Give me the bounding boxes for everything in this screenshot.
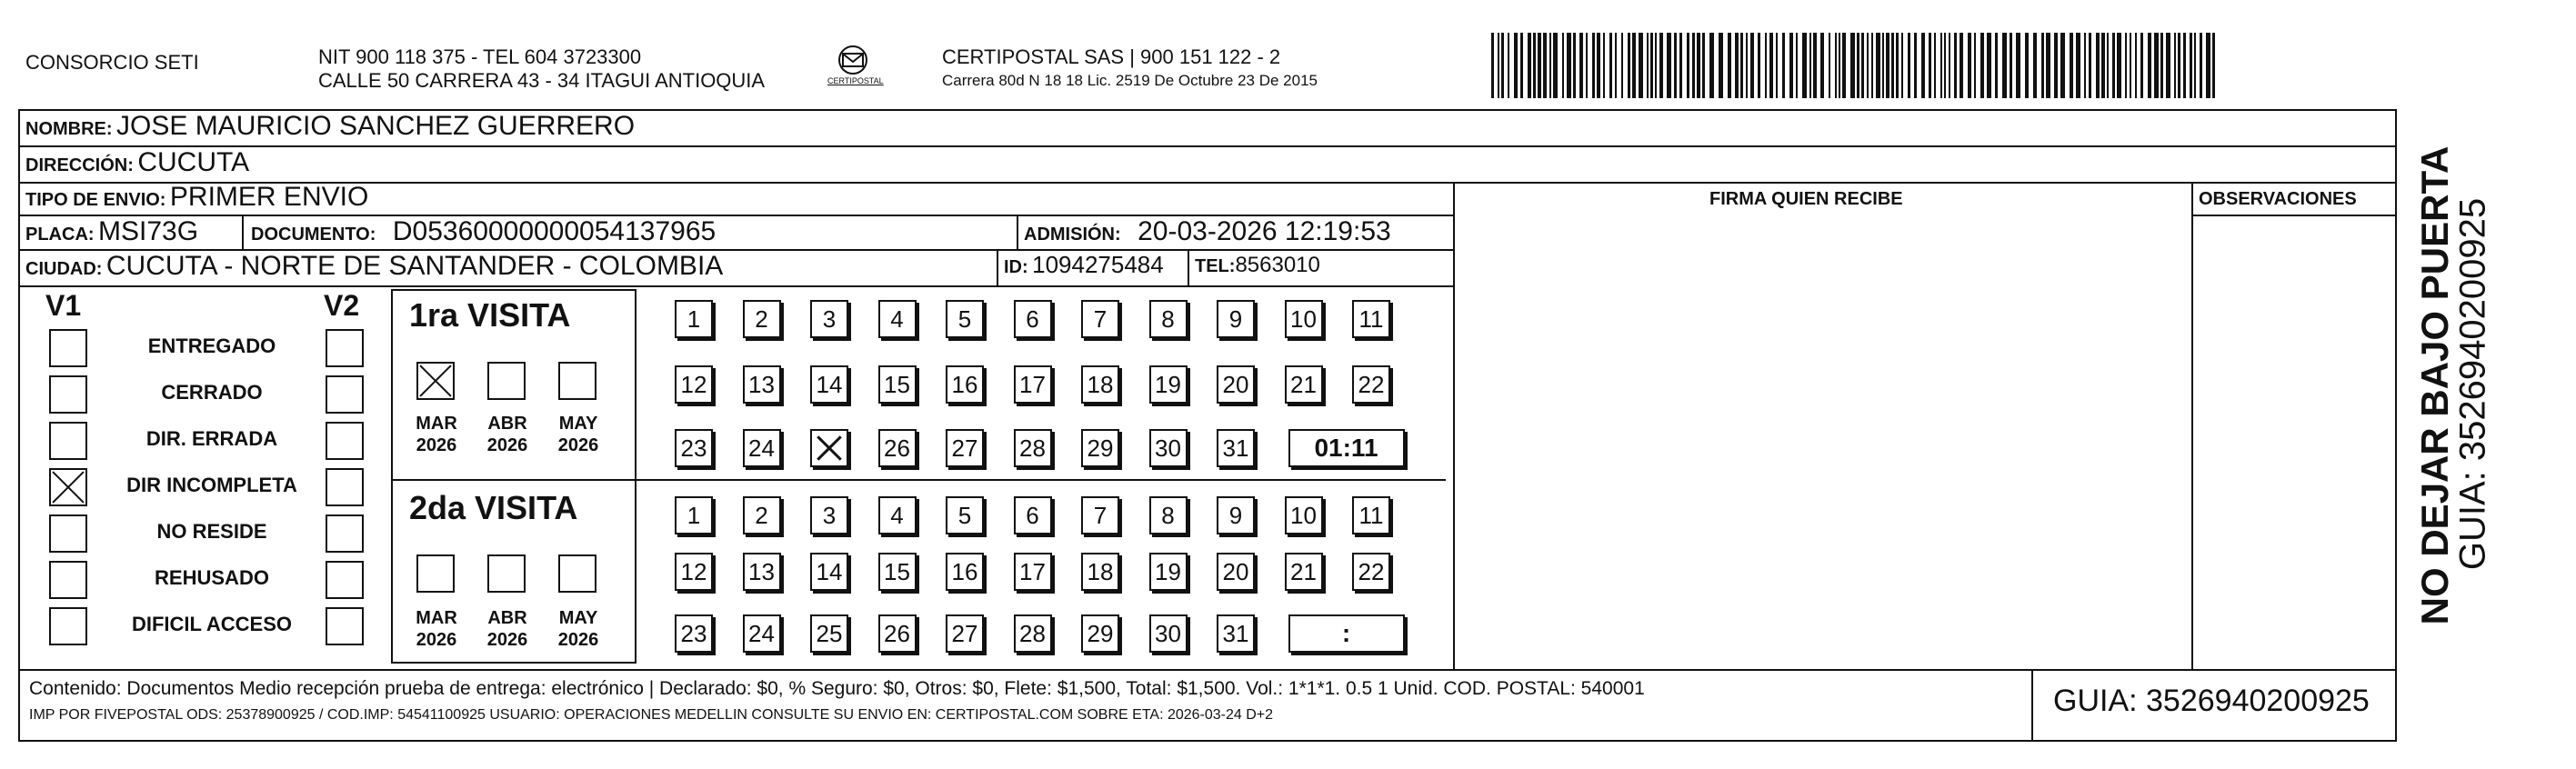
barcode-bar	[2154, 33, 2159, 98]
month-name: MAY	[558, 414, 598, 434]
barcode-bar	[1647, 33, 1649, 98]
month-checkbox[interactable]	[416, 554, 455, 593]
day-box[interactable]: 13	[743, 553, 781, 591]
barcode-bar	[1813, 33, 1817, 98]
main-frame	[18, 109, 2397, 742]
month-checkbox[interactable]	[558, 362, 596, 400]
month-year: 2026	[416, 435, 457, 455]
day-box[interactable]: 18	[1081, 553, 1119, 591]
barcode-bar	[2178, 33, 2180, 98]
v2-checkbox[interactable]	[326, 561, 364, 599]
barcode-bar	[2194, 33, 2196, 98]
barcode-bar	[1603, 33, 1605, 98]
day-box[interactable]: 27	[946, 429, 984, 467]
barcode-bar	[2096, 33, 2100, 98]
barcode-bar	[1914, 33, 1917, 98]
barcode-bar	[2010, 33, 2012, 98]
barcode-bar	[1501, 33, 1504, 98]
month-checkbox[interactable]	[416, 362, 455, 400]
footer-imp: IMP POR FIVEPOSTAL ODS: 25378900925 / COD.IMP: 54541100925 USUARIO: OPERACIONES MEDELLIN CONSULTE SU ENVIO EN: CERTIPOSTAL.COM SOBRE ETA: 2026-03-24 D+2	[29, 707, 1274, 723]
barcode-bar	[1746, 33, 1748, 98]
day-box[interactable]: 20	[1217, 365, 1255, 404]
barcode-bar	[1886, 33, 1889, 98]
v1-checkbox[interactable]	[49, 329, 87, 367]
id-label: ID:	[1004, 257, 1028, 277]
day-box[interactable]: 2	[743, 496, 781, 534]
v2-checkbox[interactable]	[326, 375, 364, 414]
day-box[interactable]: 11	[1352, 300, 1390, 338]
month-year: 2026	[557, 630, 599, 650]
day-box[interactable]: 12	[675, 553, 713, 591]
visit-time-box[interactable]: :	[1288, 614, 1405, 653]
id-field	[1004, 251, 1164, 279]
day-box[interactable]: 21	[1285, 365, 1323, 404]
placa-label: PLACA:	[25, 225, 95, 245]
certipostal-line: CERTIPOSTAL SAS | 900 151 122 - 2	[942, 45, 1281, 68]
day-box[interactable]: 17	[1014, 553, 1052, 591]
day-box[interactable]: 25	[810, 614, 848, 653]
month-year: 2026	[486, 630, 528, 650]
barcode-bar	[1820, 33, 1824, 98]
day-box[interactable]: 7	[1081, 300, 1119, 338]
barcode-bar	[1528, 33, 1531, 98]
month-name: MAR	[416, 608, 457, 628]
barcode-bar	[1520, 33, 1523, 98]
day-box[interactable]: 19	[1149, 553, 1188, 591]
day-box[interactable]: 24	[743, 429, 781, 467]
barcode-bar	[1650, 33, 1653, 98]
barcode-bar	[2174, 33, 2176, 98]
barcode-bar	[2076, 33, 2080, 98]
month-year: 2026	[557, 435, 599, 455]
barcode-bar	[1639, 33, 1643, 98]
barcode-bar	[2130, 33, 2131, 98]
barcode-bar	[1929, 33, 1931, 98]
tel-value: 8563010	[1235, 253, 1320, 277]
v2-checkbox[interactable]	[326, 607, 364, 645]
barcode-bar	[1765, 33, 1767, 98]
barcode-bar	[1735, 33, 1739, 98]
barcode-bar	[1974, 33, 1976, 98]
day-box[interactable]: 3	[810, 496, 848, 534]
day-box[interactable]: 10	[1285, 300, 1323, 338]
barcode-bar	[1498, 33, 1499, 98]
day-box[interactable]: 15	[878, 553, 917, 591]
barcode-bar	[1940, 33, 1942, 98]
day-box[interactable]: 9	[1217, 300, 1255, 338]
day-box[interactable]: 9	[1217, 496, 1255, 534]
v2-label: V2	[324, 289, 360, 322]
barcode-bar	[1995, 33, 1998, 98]
admision-field	[1024, 216, 1391, 247]
barcode-bar	[1934, 33, 1936, 98]
first-visit-title: 1ra VISITA	[409, 296, 571, 334]
nit-line: NIT 900 118 375 - TEL 604 3723300	[318, 45, 642, 68]
barcode-bar	[1802, 33, 1807, 98]
tel-field	[1195, 253, 1320, 278]
placa-field	[25, 216, 198, 247]
day-box[interactable]: 28	[1014, 614, 1052, 653]
barcode-bar	[2070, 33, 2073, 98]
month-year: 2026	[416, 630, 457, 650]
day-box[interactable]: 22	[1352, 365, 1390, 404]
barcode-bar	[1719, 33, 1723, 98]
barcode-bar	[1687, 33, 1689, 98]
second-visit-title: 2da VISITA	[409, 489, 578, 526]
barcode-bar	[1769, 33, 1773, 98]
barcode-bar	[1796, 33, 1798, 98]
barcode-bar	[1850, 33, 1855, 98]
day-box[interactable]: 5	[946, 300, 984, 338]
day-box[interactable]: 23	[675, 614, 713, 653]
barcode-bar	[1861, 33, 1864, 98]
day-box[interactable]: 5	[946, 496, 984, 534]
barcode-bar	[1908, 33, 1910, 98]
direccion-label: DIRECCIÓN:	[25, 155, 134, 175]
status-label: DIR INCOMPLETA	[126, 474, 297, 496]
barcode-bar	[1586, 33, 1588, 98]
barcode-bar	[1750, 33, 1754, 98]
month-name: MAR	[416, 414, 457, 434]
barcode-bar	[1597, 33, 1600, 98]
barcode-bar	[1533, 33, 1536, 98]
barcode-bar	[1621, 33, 1623, 98]
barcode-bar	[2107, 33, 2109, 98]
barcode-bar	[1842, 33, 1846, 98]
barcode-bar	[2025, 33, 2029, 98]
barcode-bar	[1615, 33, 1617, 98]
barcode-bar	[1697, 33, 1700, 98]
barcode-bar	[1758, 33, 1760, 98]
v1-label: V1	[45, 289, 82, 322]
barcode-bar	[2084, 33, 2086, 98]
v2-checkbox[interactable]	[326, 468, 364, 506]
day-box[interactable]	[810, 429, 848, 467]
barcode-bar	[2112, 33, 2115, 98]
barcode-bar	[1553, 33, 1558, 98]
day-box[interactable]: 15	[878, 365, 917, 404]
barcode-bar	[1949, 33, 1950, 98]
barcode-bar	[1508, 33, 1509, 98]
barcode-bar	[1839, 33, 1840, 98]
day-box[interactable]: 31	[1217, 429, 1255, 467]
day-box[interactable]: 14	[810, 553, 848, 591]
month-name: ABR	[487, 608, 527, 628]
documento-label: DOCUMENTO:	[251, 225, 376, 245]
barcode-bar	[2041, 33, 2044, 98]
v2-checkbox[interactable]	[326, 422, 364, 460]
v1-checkbox[interactable]	[49, 422, 87, 460]
barcode-bar	[1896, 33, 1899, 98]
day-box[interactable]: 21	[1285, 553, 1323, 591]
barcode-bar	[1829, 33, 1830, 98]
day-box[interactable]: 30	[1149, 429, 1188, 467]
side-panel	[2391, 127, 2573, 654]
day-box[interactable]: 27	[946, 614, 984, 653]
month-checkbox[interactable]	[487, 554, 526, 593]
barcode-bar	[2089, 33, 2091, 98]
barcode-bar	[1674, 33, 1677, 98]
observaciones-header: OBSERVACIONES	[2199, 189, 2357, 209]
barcode-bar	[1679, 33, 1682, 98]
barcode-bar	[1491, 33, 1494, 98]
v2-checkbox[interactable]	[326, 329, 364, 367]
day-box[interactable]: 26	[878, 614, 917, 653]
barcode-bar	[2016, 33, 2020, 98]
status-label: CERRADO	[161, 381, 263, 404]
barcode-bar	[1592, 33, 1595, 98]
barcode-bar	[1789, 33, 1793, 98]
barcode-bar	[1538, 33, 1541, 98]
day-box[interactable]: 6	[1014, 496, 1052, 534]
ciudad-field	[25, 251, 723, 282]
day-box[interactable]: 1	[675, 496, 713, 534]
month-checkbox[interactable]	[558, 554, 596, 593]
barcode-bar	[1655, 33, 1657, 98]
barcode-bar	[1944, 33, 1946, 98]
month-label	[409, 607, 464, 651]
barcode-bar	[2054, 33, 2058, 98]
barcode-bar	[1579, 33, 1583, 98]
day-box[interactable]: 26	[878, 429, 917, 467]
barcode-bar	[1968, 33, 1971, 98]
day-box[interactable]: 1	[675, 300, 713, 338]
barcode-bar	[1809, 33, 1811, 98]
month-name: MAY	[558, 608, 598, 628]
day-box[interactable]: 7	[1081, 496, 1119, 534]
status-label: ENTREGADO	[147, 335, 276, 357]
month-label	[409, 413, 464, 456]
barcode-bar	[1549, 33, 1551, 98]
license-line: Carrera 80d N 18 18 Lic. 2519 De Octubre 23 De 2015	[942, 72, 1318, 89]
barcode-bar	[1728, 33, 1731, 98]
barcode-bar	[1835, 33, 1837, 98]
barcode-bar	[2212, 33, 2215, 98]
barcode-bar	[2135, 33, 2137, 98]
day-box[interactable]: 29	[1081, 429, 1119, 467]
day-box[interactable]: 16	[946, 365, 984, 404]
barcode-bar	[1776, 33, 1778, 98]
footer-contenido: Contenido: Documentos Medio recepción prueba de entrega: electrónico | Declarado: $0, % Seguro: $0, Otros: $0, Flete: $1,500, Total: $1,500. Vol.: 1*1*1. 0.5 1 Unid. COD. POSTAL: 540001	[29, 678, 1645, 699]
barcode-bar	[1871, 33, 1873, 98]
barcode-bar	[1667, 33, 1671, 98]
barcode-bar	[1891, 33, 1894, 98]
address-line: CALLE 50 CARRERA 43 - 34 ITAGUI ANTIOQUIA	[318, 69, 766, 92]
barcode-bar	[2166, 33, 2170, 98]
barcode-bar	[1980, 33, 1984, 98]
recipient-address: CUCUTA	[137, 147, 250, 177]
barcode-bar	[1632, 33, 1636, 98]
barcode-bar	[1782, 33, 1785, 98]
firma-header: FIRMA QUIEN RECIBE	[1709, 189, 1903, 209]
barcode-bar	[2148, 33, 2151, 98]
nombre-row	[25, 111, 635, 142]
day-box[interactable]: 22	[1352, 553, 1390, 591]
id-value: 1094275484	[1032, 251, 1164, 278]
barcode-icon	[1491, 33, 2219, 98]
day-box[interactable]: 8	[1149, 300, 1188, 338]
day-box[interactable]: 19	[1149, 365, 1188, 404]
barcode-bar	[2190, 33, 2192, 98]
status-label: DIR. ERRADA	[145, 427, 278, 450]
day-box[interactable]: 23	[675, 429, 713, 467]
v1-checkbox[interactable]	[49, 607, 87, 645]
day-box[interactable]: 16	[946, 553, 984, 591]
visit-time-box[interactable]: 01:11	[1288, 429, 1405, 467]
barcode-bar	[2117, 33, 2121, 98]
tipo-row	[25, 182, 368, 213]
day-box[interactable]: 31	[1217, 614, 1255, 653]
side-guia: GUIA: 3526940200925	[2452, 197, 2493, 571]
day-box[interactable]: 13	[743, 365, 781, 404]
day-box[interactable]: 29	[1081, 614, 1119, 653]
month-checkbox[interactable]	[487, 362, 526, 400]
barcode-bar	[1543, 33, 1547, 98]
day-box[interactable]: 12	[675, 365, 713, 404]
shipment-type: PRIMER ENVIO	[169, 182, 369, 212]
barcode-bar	[2046, 33, 2050, 98]
barcode-bar	[1573, 33, 1576, 98]
barcode-bar	[2183, 33, 2186, 98]
footer-guia: GUIA: 3526940200925	[2053, 684, 2370, 718]
company-name: CONSORCIO SETI	[25, 51, 199, 74]
barcode-bar	[1867, 33, 1869, 98]
barcode-bar	[1882, 33, 1884, 98]
barcode-bar	[1567, 33, 1571, 98]
barcode-bar	[2206, 33, 2210, 98]
day-box[interactable]: 28	[1014, 429, 1052, 467]
barcode-bar	[2125, 33, 2127, 98]
day-box[interactable]: 6	[1014, 300, 1052, 338]
day-box[interactable]: 3	[810, 300, 848, 338]
barcode-bar	[1960, 33, 1963, 98]
day-box[interactable]: 24	[743, 614, 781, 653]
month-label	[551, 607, 606, 651]
ciudad-label: CIUDAD:	[25, 259, 103, 279]
barcode-bar	[1987, 33, 1991, 98]
v1-checkbox[interactable]	[49, 468, 87, 506]
tipo-label: TIPO DE ENVIO:	[25, 190, 166, 210]
v1-checkbox[interactable]	[49, 375, 87, 414]
day-box[interactable]: 11	[1352, 496, 1390, 534]
day-box[interactable]: 17	[1014, 365, 1052, 404]
barcode-bar	[1514, 33, 1518, 98]
status-label: DIFICIL ACCESO	[131, 613, 292, 635]
documento-field	[251, 216, 716, 247]
barcode-bar	[1609, 33, 1612, 98]
barcode-bar	[1659, 33, 1663, 98]
barcode-bar	[2140, 33, 2143, 98]
barcode-bar	[1628, 33, 1630, 98]
logo-text: CERTIPOSTAL	[827, 76, 884, 85]
certipostal-logo	[817, 42, 889, 93]
v1-checkbox[interactable]	[49, 561, 87, 599]
day-box[interactable]: 2	[743, 300, 781, 338]
barcode	[1491, 33, 2219, 98]
barcode-bar	[1901, 33, 1903, 98]
admision-value: 20-03-2026 12:19:53	[1138, 216, 1391, 246]
month-year: 2026	[486, 435, 528, 455]
day-box[interactable]: 8	[1149, 496, 1188, 534]
day-box[interactable]: 30	[1149, 614, 1188, 653]
day-box[interactable]: 4	[878, 300, 917, 338]
barcode-bar	[1709, 33, 1714, 98]
v2-checkbox[interactable]	[326, 514, 364, 553]
barcode-bar	[2200, 33, 2202, 98]
barcode-bar	[1857, 33, 1859, 98]
day-box[interactable]: 20	[1217, 553, 1255, 591]
side-title: NO DEJAR BAJO PUERTA	[2413, 145, 2456, 625]
day-box[interactable]: 4	[878, 496, 917, 534]
status-label: NO RESIDE	[156, 520, 267, 543]
barcode-bar	[2101, 33, 2105, 98]
placa-value: MSI73G	[98, 216, 199, 246]
barcode-bar	[1876, 33, 1880, 98]
documento-value: D05360000000054137965	[392, 216, 717, 246]
direccion-row	[25, 147, 249, 178]
barcode-bar	[1702, 33, 1705, 98]
day-box[interactable]: 10	[1285, 496, 1323, 534]
day-box[interactable]: 14	[810, 365, 848, 404]
month-label	[480, 413, 535, 456]
barcode-bar	[1954, 33, 1957, 98]
barcode-bar	[2060, 33, 2065, 98]
month-name: ABR	[487, 414, 527, 434]
barcode-bar	[1692, 33, 1695, 98]
v1-checkbox[interactable]	[49, 514, 87, 553]
nombre-label: NOMBRE:	[25, 119, 113, 139]
barcode-bar	[1740, 33, 1743, 98]
admision-label: ADMISIÓN:	[1024, 225, 1121, 245]
recipient-name: JOSE MAURICIO SANCHEZ GUERRERO	[116, 111, 636, 141]
day-box[interactable]: 18	[1081, 365, 1119, 404]
month-label	[480, 607, 535, 651]
month-label	[551, 413, 606, 456]
barcode-bar	[2033, 33, 2037, 98]
barcode-bar	[1921, 33, 1925, 98]
barcode-bar	[1562, 33, 1564, 98]
status-label: REHUSADO	[155, 566, 269, 589]
ciudad-value: CUCUTA - NORTE DE SANTANDER - COLOMBIA	[105, 251, 724, 281]
barcode-bar	[2002, 33, 2007, 98]
barcode-bar	[2160, 33, 2163, 98]
tel-label: TEL:	[1195, 256, 1236, 276]
